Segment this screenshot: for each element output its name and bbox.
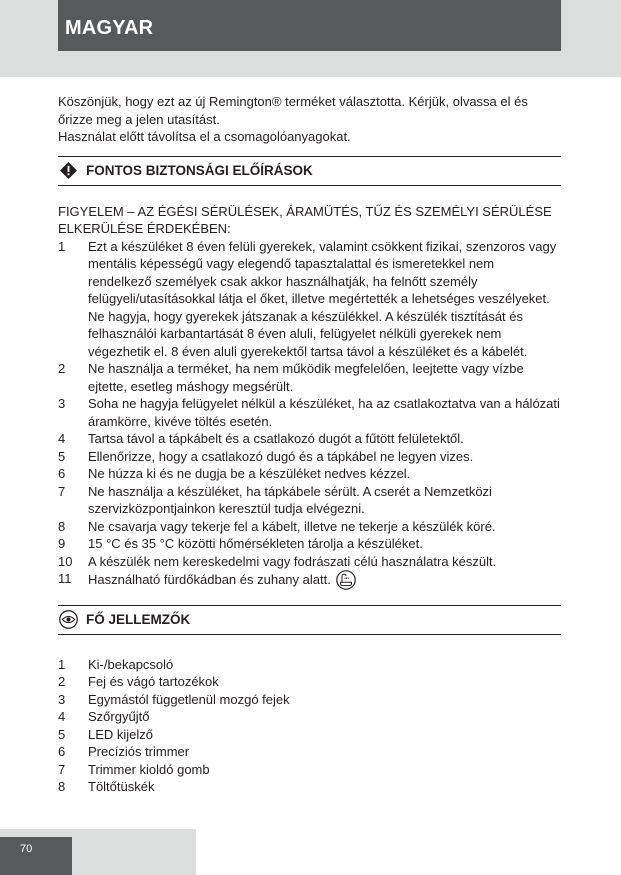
item-number: 6 <box>58 466 66 481</box>
item-text: Ne használja a készüléket, ha tápkábele sérült. A cserét a Nemzetközi szervizközpontjainkon keresztül tudja elvégezni. <box>88 483 492 516</box>
list-item <box>58 535 561 553</box>
safety-list <box>58 238 561 595</box>
list-item <box>58 448 561 466</box>
list-item <box>58 483 561 518</box>
item-number: 4 <box>58 709 66 724</box>
item-number: 8 <box>58 779 66 794</box>
list-item <box>58 656 561 674</box>
list-item <box>58 708 561 726</box>
item-text: Ellenőrizze, hogy a csatlakozó dugó és a tápkábel ne legyen vizes. <box>88 448 474 464</box>
content <box>58 93 561 796</box>
list-item <box>58 395 561 430</box>
language-header: MAGYAR <box>58 0 561 51</box>
eye-icon <box>58 610 78 630</box>
item-number: 11 <box>58 571 72 586</box>
list-item <box>58 360 561 395</box>
warning-diamond-icon <box>58 161 78 181</box>
item-number: 4 <box>58 431 66 446</box>
list-item <box>58 553 561 571</box>
item-number: 9 <box>58 536 66 551</box>
item-text: Ki-/bekapcsoló <box>88 656 174 672</box>
list-item <box>58 673 561 691</box>
features-title: FŐ JELLEMZŐK <box>86 611 191 627</box>
list-item <box>58 761 561 779</box>
list-item <box>58 778 561 796</box>
list-item <box>58 465 561 483</box>
item-text: Szőrgyűjtő <box>88 709 150 724</box>
features-section-heading <box>58 605 561 635</box>
item-text: Trimmer kioldó gomb <box>88 761 210 777</box>
item-text: 15 °C és 35 °C közötti hőmérsékleten tárolja a készüléket. <box>88 536 423 551</box>
intro <box>58 93 561 146</box>
item-number: 10 <box>58 553 73 569</box>
item-number: 7 <box>58 483 66 499</box>
list-item <box>58 238 561 361</box>
safety-section-heading <box>58 156 561 186</box>
item-text: Ezt a készüléket 8 éven felüli gyerekek, valamint csökkent fizikai, szenzoros vagy mentális képességű vagy elegendő tapasztalattal és ismeretekkel nem rendelkező személyek csak akkor használhatják, ha felnőtt személy felügyeli/utasításokkal látja el őket, illetve megértették a lehetséges veszélyeket. Ne hagyja, hogy gyerekek játszanak a készülékkel. A készülék tisztítását és felhasználói karbantartását 8 éven aluli, felügyelet nélküli gyerekek nem végezhetik el. 8 éven aluli gyerekektől tartsa távol a készüléket és a kábelét. <box>88 238 557 359</box>
item-text: Ne csavarja vagy tekerje fel a kábelt, illetve ne tekerje a készülék köré. <box>88 518 496 534</box>
item-text: Soha ne hagyja felügyelet nélkül a készüléket, ha az csatlakoztatva van a hálózati áramkörre, kivéve töltés esetén. <box>88 396 560 429</box>
item-text: Használható fürdőkádban és zuhany alatt. <box>88 572 331 587</box>
item-text: LED kijelző <box>88 726 154 742</box>
item-number: 5 <box>58 726 66 742</box>
item-text: A készülék nem kereskedelmi vagy fodrászati célú használatra készült. <box>88 553 497 569</box>
item-number: 3 <box>58 691 66 707</box>
safety-warning: FIGYELEM – AZ ÉGÉSI SÉRÜLÉSEK, ÁRAMÜTÉS, TŰZ ÉS SZEMÉLYI SÉRÜLÉSE ELKERÜLÉSE ÉRDEKÉBEN: <box>58 203 552 236</box>
item-number: 6 <box>58 744 66 759</box>
item-number: 2 <box>58 361 66 376</box>
item-text: Fej és vágó tartozékok <box>88 674 219 689</box>
list-item <box>58 430 561 448</box>
item-number: 2 <box>58 674 66 689</box>
list-item <box>58 570 561 595</box>
page-number: 70 <box>0 837 72 875</box>
list-item <box>58 518 561 536</box>
intro-paragraph: Köszönjük, hogy ezt az új Remington® terméket választotta. Kérjük, olvassa el és őrizze meg a jelen utasítást. <box>58 94 528 127</box>
item-number: 3 <box>58 396 66 411</box>
item-text: Töltőtüskék <box>88 779 155 794</box>
item-number: 8 <box>58 518 66 534</box>
item-number: 7 <box>58 761 66 777</box>
item-number: 1 <box>58 238 66 254</box>
item-text: Tartsa távol a tápkábelt és a csatlakozó dugót a fűtött felületektől. <box>88 431 464 446</box>
list-item <box>58 743 561 761</box>
item-text: Ne használja a terméket, ha nem működik megfelelően, leejtette vagy vízbe ejtette, esetleg máshogy megsérült. <box>88 361 524 394</box>
shower-bath-icon <box>336 570 356 595</box>
item-number: 1 <box>58 656 66 672</box>
item-text: Egymástól függetlenül mozgó fejek <box>88 691 290 707</box>
safety-title: FONTOS BIZTONSÁGI ELŐÍRÁSOK <box>86 162 313 178</box>
features-list <box>58 656 561 796</box>
item-text: Ne húzza ki és ne dugja be a készüléket nedves kézzel. <box>88 466 411 481</box>
intro-paragraph: Használat előtt távolítsa el a csomagolóanyagokat. <box>58 129 351 144</box>
list-item <box>58 691 561 709</box>
item-text: Precíziós trimmer <box>88 744 190 759</box>
item-number: 5 <box>58 448 66 464</box>
list-item <box>58 726 561 744</box>
